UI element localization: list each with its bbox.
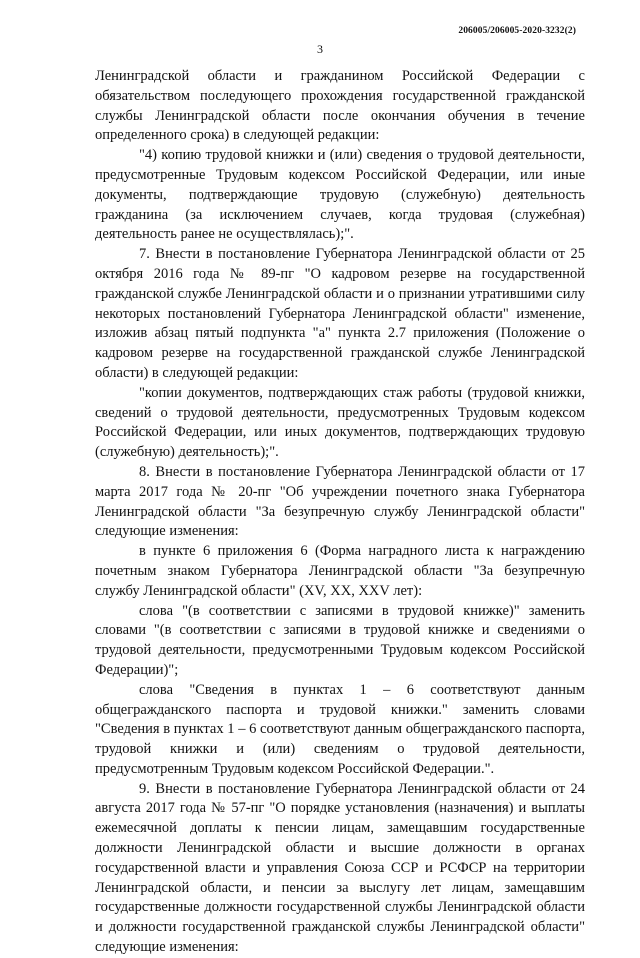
paragraph-item-7: 7. Внести в постановление Губернатора Ленинградской области от 25 октября 2016 года № 89-пг "О кадровом резерве на государственной гражданской службе Ленинградской области и о признании утратившими силу некоторых постановлений Губернатора Ленинградской области" изменение, изложив абзац пятый подпункта "а" пункта 2.7 приложения (Положение о кадровом резерве на государственной гражданской службе Ленинградской области) в следующей редакции: [95,246,585,381]
paragraph-continuation: Ленинградской области и гражданином Российской Федерации с обязательством последующего прохождения государственной гражданской службы Ленинградской области после окончания обучения в течение определенного срока) в следующей редакции: [95,68,585,144]
document-registration-code: 206005/206005-2020-3232(2) [458,26,576,36]
paragraph-replace-words-2: слова "Сведения в пунктах 1 – 6 соответствуют данным общегражданского паспорта и трудовой книжки." заменить словами "Сведения в пунктах 1 – 6 соответствуют данным общегражданского паспорта, трудовой книжки и (или) сведениям о трудовой деятельности, предусмотренным Трудовым кодексом Российской Федерации.". [95,681,585,777]
paragraph-quoted-copies: "копии документов, подтверждающих стаж работы (трудовой книжки, сведений о трудовой деятельности, предусмотренных Трудовым кодексом Российской Федерации, или иных документов, подтверждающих трудовую (служебную) деятельность);". [95,384,585,461]
paragraph-item-9: 9. Внести в постановление Губернатора Ленинградской области от 24 августа 2017 года № 57-пг "О порядке установления (назначения) и выплаты ежемесячной доплаты к пенсии лицам, замещавшим государственные должности Ленинградской области и высшие должности в органах государственной власти и управления Союза ССР и РСФСР на территории Ленинградской области, и пенсии за выслугу лет лицам, замещавшим государственные должности государственной службы Ленинградской области и должности государственной гражданской службы Ленинградской области" следующие изменения: [95,780,585,956]
paragraph-item-8-point-6: в пункте 6 приложения 6 (Форма наградного листа к награждению почетным знаком Губернатора Ленинградской области "За безупречную службу Ленинградской области" (XV, XX, XXV лет): [95,543,585,599]
page-number: 3 [317,42,323,56]
paragraph-replace-words-1: слова "(в соответствии с записями в трудовой книжке)" заменить словами "(в соответствии с записями в трудовой книжке и сведениями о трудовой деятельности, предусмотренными Трудовым кодексом Российской Федерации)"; [95,602,585,678]
document-body [95,67,585,958]
paragraph-item-8: 8. Внести в постановление Губернатора Ленинградской области от 17 марта 2017 года № 20-пг "Об учреждении почетного знака Губернатора Ленинградской области "За безупречную службу Ленинградской области" следующие изменения: [95,463,585,540]
paragraph-quoted-item-4: "4) копию трудовой книжки и (или) сведения о трудовой деятельности, предусмотренные Трудовым кодексом Российской Федерации, или иные документы, подтверждающие трудовую (служебную) деятельность гражданина (за исключением случаев, когда трудовая (служебная) деятельность ранее не осуществлялась);". [95,147,585,243]
